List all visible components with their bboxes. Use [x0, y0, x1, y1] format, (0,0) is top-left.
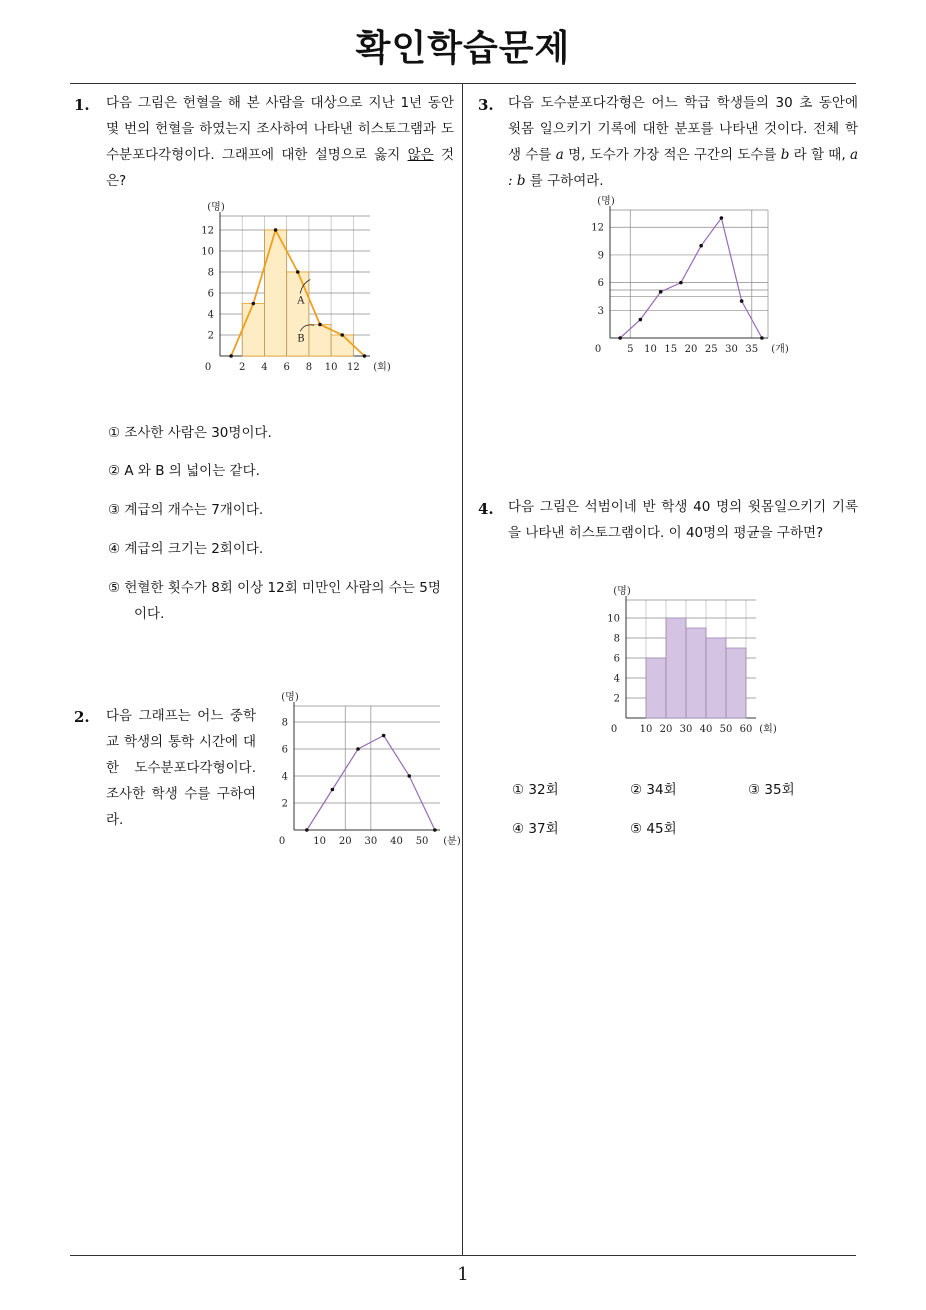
question-1-option-5: ⑤ 헌혈한 횟수가 8회 이상 12회 미만인 사람의 수는 5명이다. [108, 580, 441, 622]
y-tick-label: 6 [597, 278, 604, 290]
y-tick-label: 6 [207, 288, 214, 300]
data-point [407, 774, 411, 778]
question-1-histogram-chart [190, 202, 390, 382]
x-tick-label: 10 [639, 724, 653, 735]
x-tick-label: 30 [679, 724, 693, 735]
y-tick-label: 4 [281, 771, 288, 783]
x-tick-label: 50 [415, 836, 429, 847]
question-1-underlined-word: 않은 [407, 147, 434, 163]
data-point [340, 333, 344, 337]
x-tick-label: 60 [739, 724, 753, 735]
question-3-var-b: b [780, 147, 790, 163]
annotation-label-b: B [297, 333, 305, 345]
data-point [318, 323, 322, 327]
y-tick-label: 12 [201, 225, 214, 237]
question-4-histogram-chart [604, 580, 777, 735]
origin-label: 0 [610, 724, 618, 735]
question-1-option-2: ② A 와 B 의 넓이는 같다. [108, 463, 260, 479]
data-point [305, 828, 309, 832]
x-tick-label: 35 [745, 344, 759, 355]
question-3-polygon-chart [588, 196, 789, 355]
y-tick-label: 4 [613, 673, 620, 685]
question-3-ratio: a : b [508, 147, 858, 189]
x-tick-label: 40 [390, 836, 403, 847]
histogram-bar [309, 325, 331, 357]
histogram-bar [264, 230, 286, 356]
x-tick-label: 15 [664, 344, 678, 355]
question-1-number: 1. [74, 96, 90, 114]
histogram-bar [646, 658, 666, 718]
y-tick-label: 12 [591, 222, 604, 234]
y-tick-label: 10 [201, 246, 214, 258]
question-2-text: 다음 그래프는 어느 중학교 학생의 통학 시간에 대한 도수분포다각형이다. 조사한 학생 수를 구하여라. [106, 708, 256, 828]
annotation-label-a: A [297, 295, 305, 307]
question-4-option-1: ① 32회 [512, 782, 559, 798]
x-tick-label: 10 [324, 362, 338, 373]
x-tick-label: 50 [719, 724, 733, 735]
data-point [679, 281, 683, 285]
column-divider [462, 84, 463, 1256]
x-tick-label: 8 [305, 362, 313, 373]
histogram-bar [686, 628, 706, 718]
y-tick-label: 9 [597, 250, 604, 262]
y-tick-label: 10 [607, 613, 620, 625]
y-tick-label: 4 [207, 309, 214, 321]
data-point [720, 216, 724, 220]
data-point [356, 747, 360, 751]
x-tick-label: 10 [644, 344, 657, 355]
header-divider [70, 83, 856, 84]
y-tick-label: 8 [281, 717, 288, 729]
x-axis-unit-label: (분) [443, 836, 461, 847]
data-point [296, 270, 300, 274]
histogram-bar [331, 335, 353, 356]
page-number: 1 [457, 1264, 469, 1285]
data-point [274, 228, 278, 232]
data-point [699, 244, 703, 248]
y-axis-unit-label: (명) [597, 196, 615, 207]
x-axis-unit-label: (개) [771, 344, 789, 355]
y-axis-unit-label: (명) [207, 202, 225, 213]
data-point [659, 290, 663, 294]
x-tick-label: 12 [346, 362, 360, 373]
origin-label: 0 [278, 836, 286, 847]
x-axis-unit-label: (회) [759, 724, 777, 735]
data-point [760, 336, 764, 340]
x-tick-label: 40 [699, 724, 713, 735]
histogram-bar [666, 618, 686, 718]
question-3-text-part-d: 를 구하여라. [525, 173, 604, 189]
data-point [363, 354, 367, 358]
data-point [740, 299, 744, 303]
histogram-bar [706, 638, 726, 718]
question-1-text-part-a: 다음 그림은 헌혈을 해 본 사람을 대상으로 지난 1년 동안 몇 번의 헌혈을 하였는지 조사하여 나타낸 히스토그램과 도수분포다각형이다. 그래프에 대한 설명으로 옳지 [106, 95, 454, 163]
x-tick-label: 2 [239, 362, 246, 373]
question-3-number: 3. [478, 96, 494, 114]
x-tick-label: 30 [725, 344, 738, 355]
question-3-text [508, 90, 858, 194]
data-point [618, 336, 622, 340]
y-tick-label: 6 [613, 653, 620, 665]
question-3-text-part-a: 다음 도수분포다각형은 어느 학급 학생들의 30 초 동안에 윗몸 일으키기 기록에 대한 분포를 나타낸 것이다. 전체 학생 수를 [508, 95, 858, 163]
x-tick-label: 5 [627, 344, 634, 355]
x-tick-label: 30 [364, 836, 378, 847]
y-axis-unit-label: (명) [281, 692, 299, 703]
origin-label: 0 [204, 362, 212, 373]
question-1-text [106, 90, 454, 194]
x-tick-label: 25 [704, 344, 718, 355]
data-point [331, 788, 335, 792]
x-tick-label: 4 [261, 362, 268, 373]
question-3-text-part-b: 명, 도수가 가장 적은 구간의 도수를 [563, 147, 781, 163]
page-title: 확인학습문제 [355, 28, 571, 69]
question-4-option-3: ③ 35회 [748, 782, 795, 798]
x-tick-label: 20 [659, 724, 673, 735]
y-tick-label: 8 [613, 633, 620, 645]
x-tick-label: 20 [684, 344, 698, 355]
question-4-option-5: ⑤ 45회 [630, 821, 677, 837]
data-point [382, 734, 386, 738]
question-1-option-1: ① 조사한 사람은 30명이다. [108, 425, 272, 441]
question-1-option-3: ③ 계급의 개수는 7개이다. [108, 502, 264, 518]
question-4-option-4: ④ 37회 [512, 821, 559, 837]
question-4-number: 4. [478, 500, 494, 518]
question-3-var-a: a [555, 147, 564, 163]
x-tick-label: 20 [338, 836, 352, 847]
x-tick-label: 10 [313, 836, 326, 847]
histogram-bar [726, 648, 746, 718]
question-3-text-part-c: 라 할 때, [789, 147, 850, 163]
x-tick-label: 6 [283, 362, 290, 373]
origin-label: 0 [594, 344, 602, 355]
data-point [252, 302, 256, 306]
data-point [433, 828, 437, 832]
data-point [639, 318, 643, 322]
histogram-bar [242, 304, 264, 357]
question-2-polygon-chart [268, 692, 461, 854]
x-axis-unit-label: (회) [373, 362, 391, 373]
question-2-number: 2. [74, 708, 90, 726]
question-4-text: 다음 그림은 석범이네 반 학생 40 명의 윗몸일으키기 기록을 나타낸 히스토그램이다. 이 40명의 평균을 구하면? [508, 499, 858, 541]
y-axis-unit-label: (명) [613, 586, 631, 597]
y-tick-label: 2 [281, 798, 288, 810]
data-point [229, 354, 233, 358]
question-1-text-part-b: 것은? [106, 147, 454, 189]
y-tick-label: 3 [597, 305, 604, 317]
question-4-option-2: ② 34회 [630, 782, 677, 798]
y-tick-label: 8 [207, 267, 214, 279]
y-tick-label: 6 [281, 744, 288, 756]
y-tick-label: 2 [207, 330, 214, 342]
footer-divider [70, 1255, 856, 1256]
y-tick-label: 2 [613, 693, 620, 705]
question-1-option-4: ④ 계급의 크기는 2회이다. [108, 541, 264, 557]
